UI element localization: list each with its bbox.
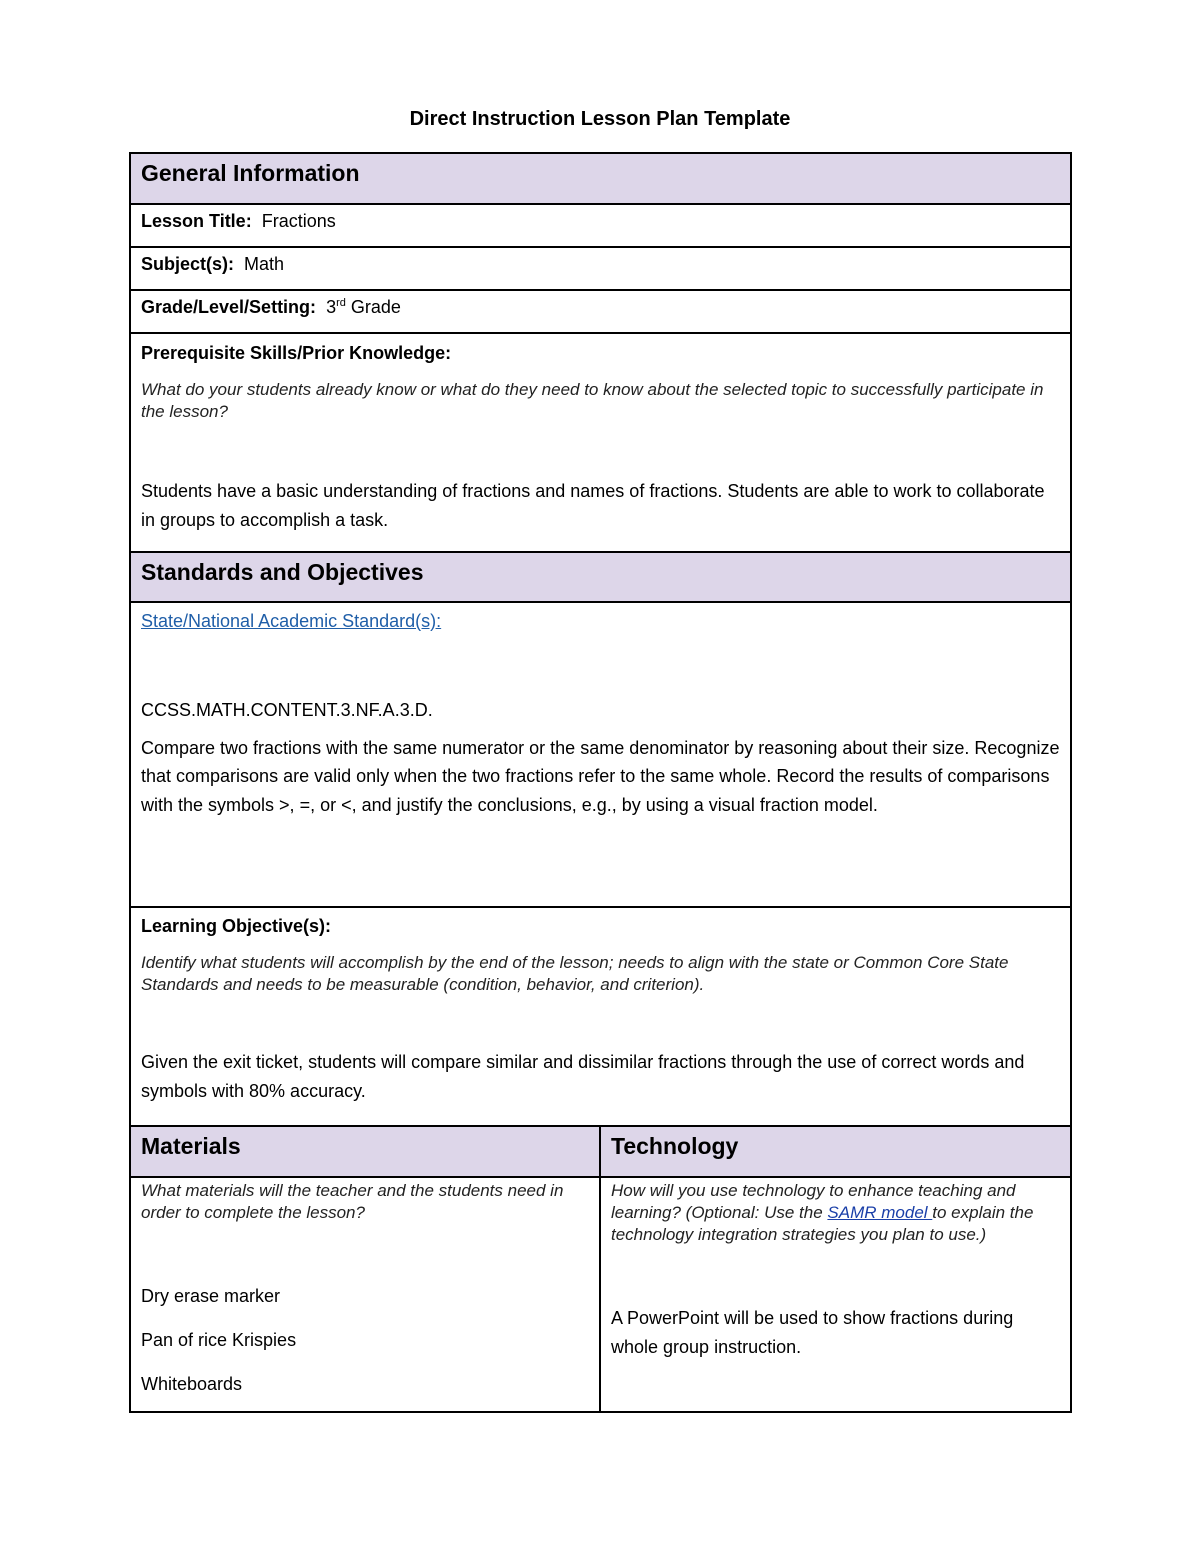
standards-link[interactable]: State/National Academic Standard(s): [141, 611, 442, 631]
standards-objectives-header [130, 552, 1071, 602]
grade-number: 3 [326, 297, 337, 317]
general-information-header [130, 153, 1071, 204]
technology-header [600, 1126, 1071, 1177]
standards-objectives-heading: Standards and Objectives [141, 559, 424, 585]
standards-row [130, 602, 1071, 907]
grade-row [130, 290, 1071, 333]
samr-model-link[interactable]: SAMR model [827, 1203, 933, 1223]
prerequisite-row [130, 333, 1071, 552]
learning-objective-label: Learning Objective(s): [141, 916, 332, 936]
lesson-plan-table [129, 152, 1072, 1413]
materials-header [130, 1126, 600, 1177]
technology-heading: Technology [611, 1133, 739, 1159]
subject-row [130, 247, 1071, 290]
technology-hint-after: to explain the technology integration strategies you plan to use.) [611, 1203, 1034, 1245]
materials-item: Dry erase marker [141, 1286, 281, 1307]
technology-hint [611, 1180, 1060, 1246]
subject-label: Subject(s): [141, 254, 235, 274]
general-information-heading: General Information [141, 160, 360, 186]
document-title: Direct Instruction Lesson Plan Template [409, 108, 791, 130]
technology-hint-before: How will you use technology to enhance teaching and learning? (Optional: Use the [611, 1181, 1016, 1223]
lesson-title-row [130, 204, 1071, 247]
prerequisite-answer: Students have a basic understanding of fractions and names of fractions. Students are able to work to collaborate in groups to accomplish a task. [141, 481, 1045, 530]
materials-item: Pan of rice Krispies [141, 1329, 297, 1350]
grade-label: Grade/Level/Setting: [141, 297, 317, 317]
learning-objective-row [130, 907, 1071, 1126]
materials-heading: Materials [141, 1133, 241, 1159]
materials-item: Whiteboards [141, 1373, 243, 1394]
subject-value: Math [244, 254, 285, 274]
grade-suffix: Grade [350, 297, 401, 317]
materials-hint: What materials will the teacher and the students need in order to complete the lesson? [141, 1181, 564, 1223]
technology-cell [600, 1177, 1071, 1412]
standard-code: CCSS.MATH.CONTENT.3.NF.A.3.D. [141, 700, 433, 720]
materials-cell [130, 1177, 600, 1412]
lesson-title-value: Fractions [261, 211, 336, 231]
prerequisite-label: Prerequisite Skills/Prior Knowledge: [141, 343, 452, 363]
standard-text: Compare two fractions with the same numerator or the same denominator by reasoning about their size. Recognize that comparisons are valid only when the two fractions refer to the same whole. Record the results of comparisons with the symbols >, =, or <, and justify the conclusions, e.g., by using a visual fraction model. [141, 738, 1060, 815]
prerequisite-hint: What do your students already know or what do they need to know about the selected topic to successfully participate in the lesson? [141, 380, 1044, 422]
technology-answer: A PowerPoint will be used to show fractions during whole group instruction. [611, 1308, 1014, 1358]
learning-objective-answer: Given the exit ticket, students will compare similar and dissimilar fractions through the use of correct words and symbols with 80% accuracy. [141, 1052, 1025, 1101]
lesson-title-label: Lesson Title: [141, 211, 252, 231]
learning-objective-hint: Identify what students will accomplish by the end of the lesson; needs to align with the state or Common Core State Standards and needs to be measurable (condition, behavior, and criterion). [141, 953, 1009, 995]
grade-superscript: rd [336, 297, 346, 309]
